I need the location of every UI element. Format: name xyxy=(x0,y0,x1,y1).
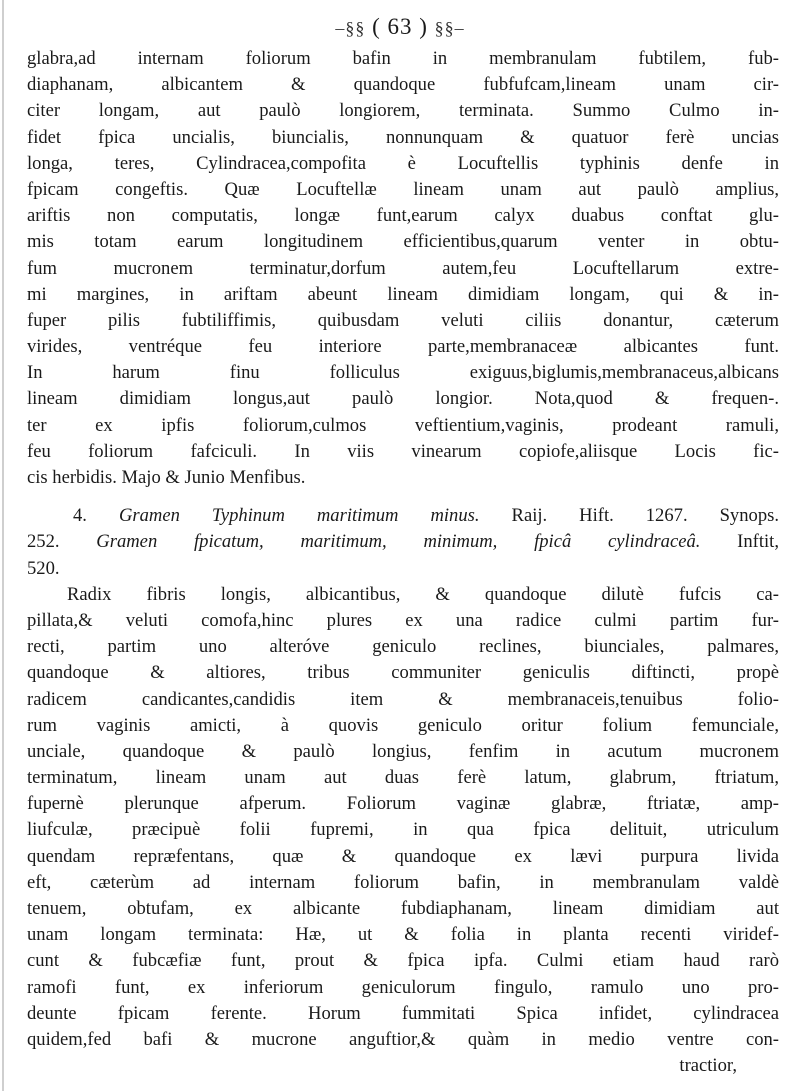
catchword: tractior, xyxy=(679,1055,737,1077)
text-line: liufculæ, præcipuè folii fupremi, in qua fpica delituit, utriculum xyxy=(27,819,779,841)
text-line: terminatum, lineam unam aut duas ferè latum, glabrum, ftriatum, xyxy=(27,767,779,789)
body-text xyxy=(27,46,779,1079)
entry-reference-institutiones: Inftit, xyxy=(737,531,779,553)
species-entry-heading xyxy=(27,503,779,582)
text-line: citer longam, aut paulò longiorem, terminata. Summo Culmo in- xyxy=(27,100,779,122)
text-line: pillata,& veluti comofa,hinc plures ex una radice culmi partim fur- xyxy=(27,609,779,631)
text-line: quendam repræfentans, quæ & quandoque ex lævi purpura livida xyxy=(27,845,779,867)
text-line: mis totam earum longitudinem efficientibus,quarum venter in obtu- xyxy=(27,231,779,253)
text-line: cis herbidis. Majo & Junio Menfibus. xyxy=(27,467,306,488)
text-line: quidem,fed bafi & mucrone anguftior,& quàm in medio ventre con- xyxy=(27,1028,779,1050)
entry-number: 4. xyxy=(73,505,87,527)
text-line: ramofi funt, ex inferiorum geniculorum fingulo, ramulo uno pro- xyxy=(27,976,779,998)
text-line: ariftis non computatis, longæ funt,earum calyx duabus conftat glu- xyxy=(27,205,779,227)
text-line: diaphanam, albicantem & quandoque fubfufcam,lineam unam cir- xyxy=(27,74,779,96)
page-number: ( 63 ) xyxy=(372,14,428,39)
text-line: recti, partim uno alteróve geniculo reclines, biunciales, palmares, xyxy=(27,636,779,658)
text-line: unciale, quandoque & paulò longius, fenfim in acutum mucronem xyxy=(27,740,779,762)
entry-reference-synopsis-number: 252. xyxy=(27,531,60,553)
text-line: unam longam terminata: Hæ, ut & folia in planta recenti viridef- xyxy=(27,924,779,946)
text-line: quandoque & altiores, tribus communiter geniculis diftincti, propè xyxy=(27,662,779,684)
text-line: ter ex ipfis foliorum,culmos veftientium,vaginis, prodeant ramuli, xyxy=(27,414,779,436)
text-line: feu foliorum fafciculi. In viis vinearum copiofe,aliisque Locis fic- xyxy=(27,440,779,462)
entry-reference-raij: Raij. Hift. 1267. Synops. xyxy=(511,505,780,527)
page-edge-shadow xyxy=(2,0,4,1091)
text-line: deunte fpicam ferente. Horum fummitati Spica infidet, cylindracea xyxy=(27,1002,779,1024)
text-line: fum mucronem terminatur,dorfum autem,feu Locuftellarum extre- xyxy=(27,257,779,279)
text-line: eft, cæterùm ad internam foliorum bafin, in membranulam valdè xyxy=(27,871,779,893)
text-line: glabra,ad internam foliorum bafin in membranulam fubtilem, fub- xyxy=(27,48,779,69)
paragraph-radix-description xyxy=(27,582,779,1053)
entry-title: Gramen Typhinum maritimum minus. xyxy=(118,505,480,527)
text-line: lineam dimidiam longus,aut paulò longior. Nota,quod & frequen-. xyxy=(27,388,779,410)
text-line: mi margines, in ariftam abeunt lineam dimidiam longam, qui & in- xyxy=(27,283,779,305)
paragraph-description xyxy=(27,46,779,491)
text-line: radicem candicantes,candidis item & membranaceis,tenuibus folio- xyxy=(27,688,779,710)
text-line: fupernè plerunque afperum. Foliorum vaginæ glabræ, ftriatæ, amp- xyxy=(27,793,779,815)
entry-reference-page: 520. xyxy=(27,557,60,579)
text-line: cunt & fubcæfiæ funt, prout & fpica ipfa. Culmi etiam haud rarò xyxy=(27,950,779,972)
text-line: Radix fibris longis, albicantibus, & quandoque dilutè fufcis ca- xyxy=(67,583,779,605)
entry-synonym-title: Gramen fpicatum, maritimum, minimum, fpicâ cylindraceâ. xyxy=(96,531,701,553)
text-line: fpicam congeftis. Quæ Locuftellæ lineam unam aut paulò amplius, xyxy=(27,178,779,200)
header-ornament-left: –§§ xyxy=(335,18,366,38)
header-ornament-right: §§– xyxy=(434,18,465,38)
text-line: fidet fpica uncialis, biuncialis, nonnunquam & quatuor ferè uncias xyxy=(27,126,779,148)
text-line: rum vaginis amicti, à quovis geniculo oritur folium femunciale, xyxy=(27,714,779,736)
text-line: fuper pilis fubtiliffimis, quibusdam veluti ciliis donantur, cæterum xyxy=(27,309,779,331)
running-header xyxy=(0,14,800,40)
text-line: virides, ventréque feu interiore parte,membranaceæ albicantes funt. xyxy=(27,336,779,358)
text-line: longa, teres, Cylindracea,compofita è Locuftellis typhinis denfe in xyxy=(27,152,779,174)
text-line: tenuem, obtufam, ex albicante fubdiaphanam, lineam dimidiam aut xyxy=(27,898,779,919)
text-line: In harum finu folliculus exiguus,biglumis,membranaceus,albicans xyxy=(27,362,779,384)
